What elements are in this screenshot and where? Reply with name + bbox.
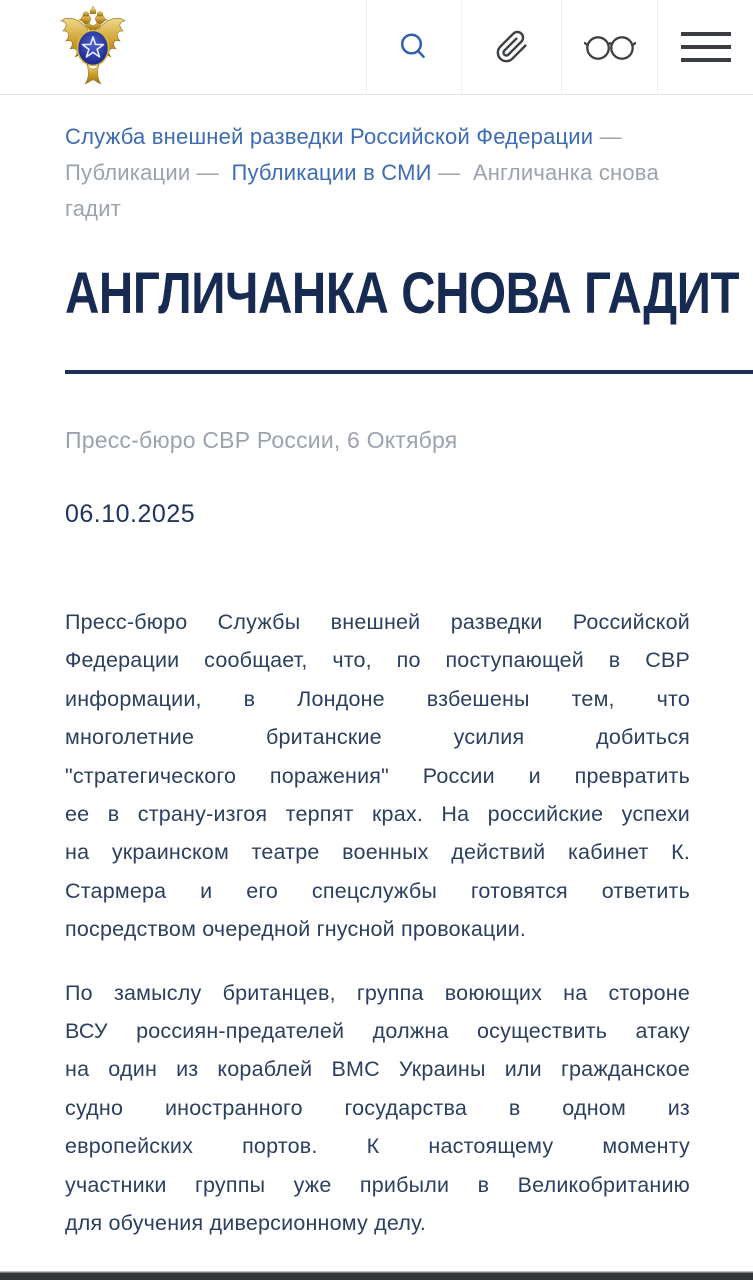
paragraph <box>65 603 690 949</box>
paragraph-line: на украинском театре военных действий кабинет К. <box>65 840 690 865</box>
attachments-button[interactable] <box>461 0 561 94</box>
breadcrumb-item: Публикации <box>65 160 191 185</box>
article-byline: Пресс-бюро СВР России, 6 Октября <box>65 427 458 453</box>
paragraph-line: Пресс-бюро Службы внешней разведки Российской <box>65 610 690 634</box>
eagle-emblem-icon <box>57 5 129 89</box>
page-title: АНГЛИЧАНКА СНОВА ГАДИТ <box>65 261 740 326</box>
breadcrumb-separator: — <box>431 160 473 185</box>
paragraph-line: ее в страну-изгоя терпят крах. На российские успехи <box>65 802 690 827</box>
breadcrumb-separator: — <box>190 160 232 185</box>
paragraph-line: на один из кораблей ВМС Украины или гражданское <box>65 1057 690 1082</box>
paragraph-line: посредством очередной гнусной провокации. <box>65 917 527 942</box>
paragraph-line: европейских портов. К настоящему моменту <box>65 1134 690 1159</box>
accessibility-version-button[interactable] <box>561 0 657 94</box>
hamburger-menu-icon <box>681 32 731 62</box>
paragraph-line: Федерации сообщает, что, по поступающей в СВР <box>65 648 690 673</box>
paperclip-icon <box>495 30 529 64</box>
menu-button[interactable] <box>657 0 753 94</box>
paragraph-line: Стармера и его спецслужбы готовятся ответить <box>65 878 690 903</box>
paragraph-line: участники группы уже прибыли в Великобританию <box>65 1172 690 1197</box>
breadcrumb-item[interactable]: Публикации в СМИ <box>231 160 432 185</box>
search-button[interactable] <box>366 0 461 94</box>
paragraph-line: По замыслу британцев, группа воюющих на стороне <box>65 980 690 1005</box>
paragraph-line: ВСУ россиян-предателей должна осуществить атаку <box>65 1019 690 1044</box>
breadcrumb-separator: — <box>593 124 629 149</box>
breadcrumb <box>65 119 690 227</box>
title-divider <box>65 370 753 374</box>
article-body <box>65 603 690 1243</box>
paragraph-line: судно иностранного государства в одном из <box>65 1095 690 1120</box>
article-page <box>0 119 753 1243</box>
paragraph-line: информации, в Лондоне взбешены тем, что <box>65 686 690 711</box>
glasses-icon <box>584 31 636 63</box>
article-date: 06.10.2025 <box>65 500 196 528</box>
breadcrumb-item[interactable]: Служба внешней разведки Российской Федерации <box>65 124 594 149</box>
paragraph-line: для обучения диверсионному делу. <box>65 1211 427 1236</box>
paragraph-line: многолетние британские усилия добиться <box>65 725 690 750</box>
paragraph-line: "стратегического поражения" России и превратить <box>65 763 690 788</box>
header-actions <box>366 0 753 94</box>
search-icon <box>399 32 429 62</box>
paragraph <box>65 974 690 1243</box>
svr-emblem-logo[interactable] <box>57 5 129 89</box>
breadcrumb-item: Англичанка снова гадит <box>65 160 659 221</box>
bottom-edge-bar <box>0 1271 753 1280</box>
site-header <box>0 0 753 95</box>
